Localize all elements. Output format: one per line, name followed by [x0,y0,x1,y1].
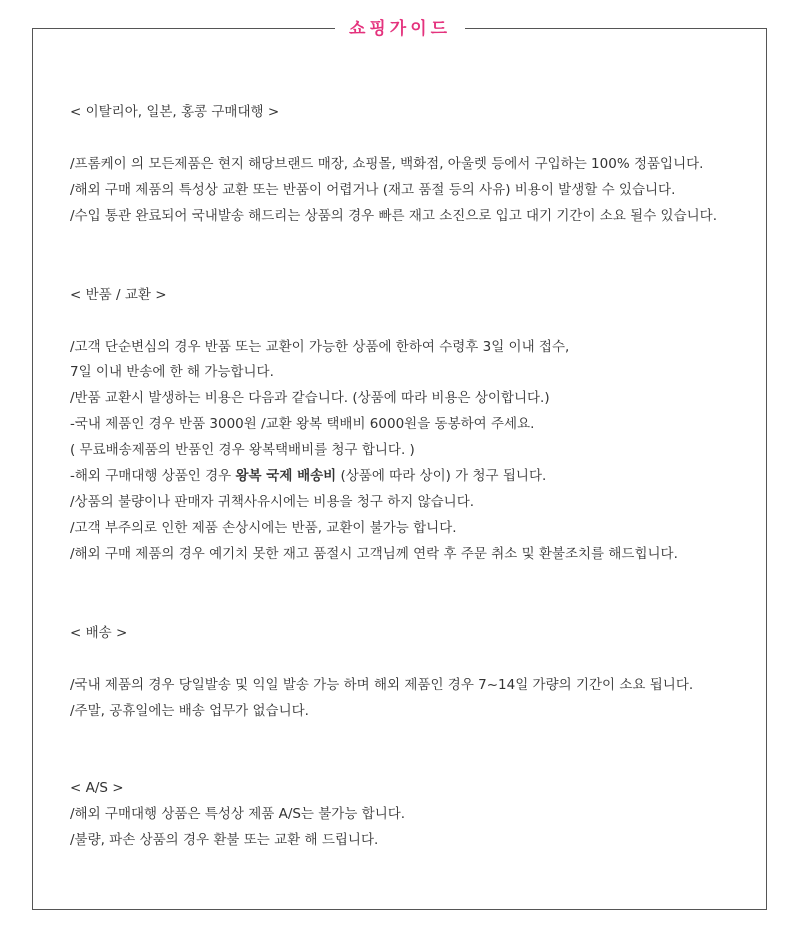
section-heading-purchase: < 이탈리아, 일본, 홍콩 구매대행 > [70,104,280,120]
returns-line: /상품의 불량이나 판매자 귀책사유시에는 비용을 청구 하지 않습니다. [70,494,475,510]
purchase-line: /프롬케이 의 모든제품은 현지 해당브랜드 매장, 쇼핑몰, 백화점, 아울렛 등에서 구입하는 100% 정품입니다. [70,156,704,172]
as-line: /불량, 파손 상품의 경우 환불 또는 교환 해 드립니다. [70,832,379,848]
returns-line: /반품 교환시 발생하는 비용은 다음과 같습니다. (상품에 따라 비용은 상이합니다.) [70,390,550,406]
returns-line: -국내 제품인 경우 반품 3000원 /교환 왕복 택배비 6000원을 동봉하여 주세요. [70,416,535,432]
purchase-line: /해외 구매 제품의 특성상 교환 또는 반품이 어렵거나 (재고 품절 등의 사유) 비용이 발생할 수 있습니다. [70,182,676,198]
returns-line: /해외 구매 제품의 경우 예기치 못한 재고 품절시 고객님께 연락 후 주문 취소 및 환불조치를 해드힙니다. [70,546,678,562]
page-title: 쇼핑가이드 [335,15,465,43]
purchase-line: /수입 통관 완료되어 국내발송 해드리는 상품의 경우 빠른 재고 소진으로 입고 대기 기간이 소요 될수 있습니다. [70,208,718,224]
returns-line: /고객 단순변심의 경우 반품 또는 교환이 가능한 상품에 한하여 수령후 3일 이내 접수, [70,339,570,355]
intl-line-suffix: (상품에 따라 상이) 가 청구 됩니다. [336,468,547,484]
section-heading-as: < A/S > [70,780,124,796]
section-heading-returns: < 반품 / 교환 > [70,287,167,303]
intl-line-prefix: -해외 구매대행 상품인 경우 [70,468,236,484]
returns-intl-line [70,466,546,486]
as-line: /해외 구매대행 상품은 특성상 제품 A/S는 불가능 합니다. [70,806,406,822]
guide-title-wrapper [0,15,800,43]
returns-line: ( 무료배송제품의 반품인 경우 왕복택배비를 청구 합니다. ) [70,442,415,458]
shipping-line: /주말, 공휴일에는 배송 업무가 없습니다. [70,703,309,719]
shipping-line: /국내 제품의 경우 당일발송 및 익일 발송 가능 하며 해외 제품인 경우 7~14일 가량의 기간이 소요 됩니다. [70,677,694,693]
returns-line: 7일 이내 반송에 한 해 가능합니다. [70,364,274,380]
returns-line: /고객 부주의로 인한 제품 손상시에는 반품, 교환이 불가능 합니다. [70,520,457,536]
section-heading-shipping: < 배송 > [70,625,128,641]
intl-shipping-fee-emphasis: 왕복 국제 배송비 [235,468,337,484]
